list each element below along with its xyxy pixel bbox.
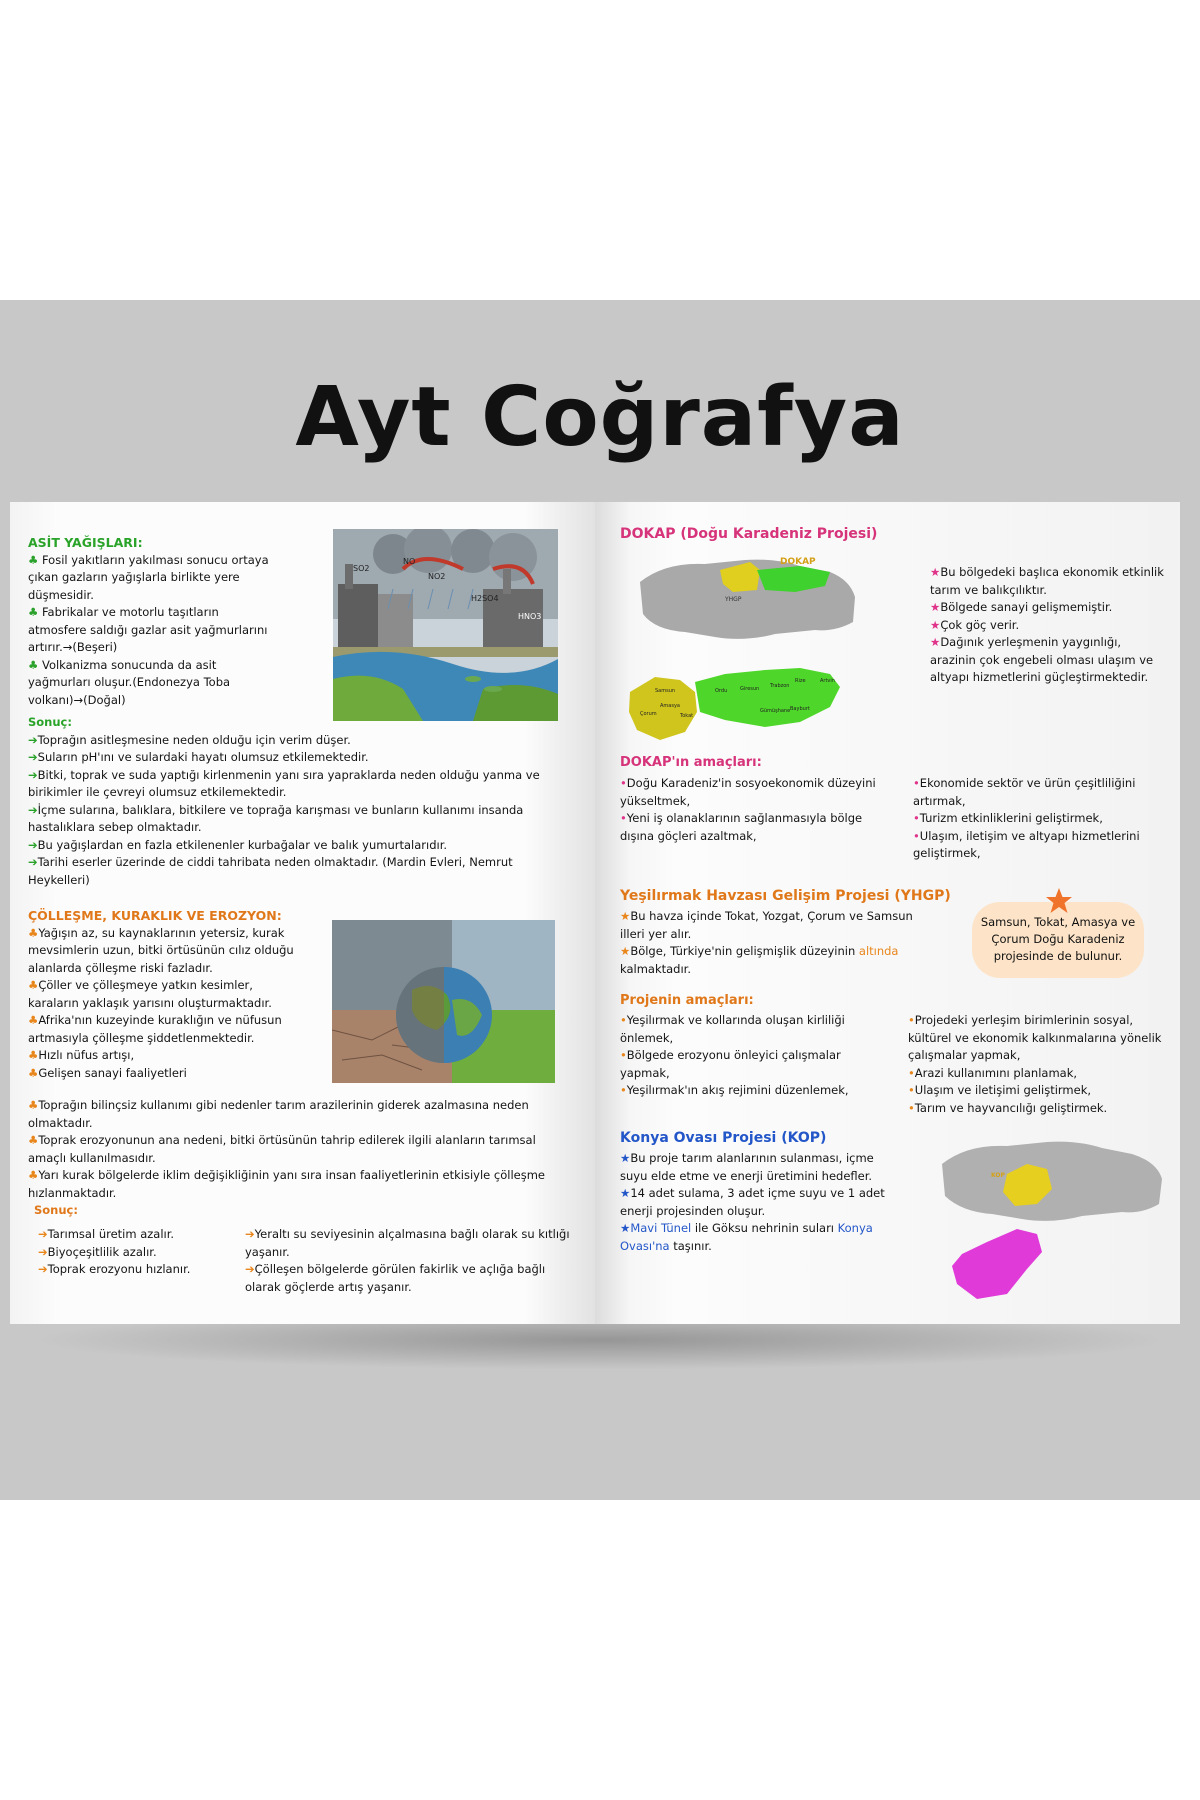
- col-section: [28, 907, 298, 1082]
- dokap-fact: ★Çok göç verir.: [930, 617, 1020, 632]
- dokap-heading: DOKAP (Doğu Karadeniz Projesi): [620, 526, 878, 542]
- asit-heading: ASİT YAĞIŞLARI:: [28, 535, 143, 550]
- region-label: Bayburt: [790, 706, 810, 712]
- kop-map: [937, 1134, 1167, 1324]
- col-sonuc-heading: Sonuç:: [34, 1203, 78, 1217]
- sonuc-item: ➔Bu yağışlardan en fazla etkilenenler kurbağalar ve balık yumurtalarıdır.: [28, 837, 448, 852]
- col-item: ♣Hızlı nüfus artışı,: [28, 1048, 135, 1062]
- yhgp-heading: Yeşilırmak Havzası Gelişim Projesi (YHGP): [620, 888, 951, 904]
- acid-rain-illustration: [333, 529, 558, 721]
- chem-label: SO2: [353, 564, 370, 573]
- goal-item: •Ekonomide sektör ve ürün çeşitliliğini artırmak,: [913, 776, 1136, 808]
- chem-label: HNO3: [518, 612, 542, 621]
- desert-earth-illustration: [332, 920, 555, 1083]
- kop-item: ★Bu proje tarım alanlarının sulanması, içme suyu elde etme ve enerji üretimini hedefler.: [620, 1151, 874, 1183]
- col-item: ♣Yağışın az, su kaynaklarının yetersiz, kurak mevsimlerin uzun, bitki örtüsünün cılız olduğu alanlarda çölleşme riski fazladır.: [28, 925, 294, 975]
- col-sonuc-right: [245, 1226, 575, 1296]
- sonuc-item: ➔Toprak erozyonu hızlanır.: [38, 1262, 191, 1276]
- dokap-map: [625, 552, 865, 752]
- region-label: Artvin: [820, 678, 835, 684]
- region-label: Gümüşhane: [760, 708, 791, 714]
- chem-label: NO2: [428, 572, 446, 581]
- kop-items: [620, 1150, 895, 1255]
- yhgp-goals-right: [908, 1012, 1174, 1117]
- sonuc-heading: Sonuç:: [28, 715, 72, 729]
- col-section-wide: [28, 1097, 573, 1220]
- sonuc-item: ➔Bitki, toprak ve suda yaptığı kirlenmenin yanı sıra yapraklarda neden olduğu yanma ve birikimler ile çevreyi olumsuz etkilemektedir.: [28, 767, 540, 799]
- yhgp-callout: [972, 902, 1144, 978]
- left-page: [10, 502, 595, 1324]
- goal-item: •Projedeki yerleşim birimlerinin sosyal, kültürel ve ekonomik kalkınmalarına yönelik çalışmalar yapmak,: [908, 1013, 1162, 1062]
- sonuc-item: ➔Suların pH'ını ve sulardaki hayatı olumsuz etkilemektedir.: [28, 750, 369, 764]
- kop-map-label: KOP: [991, 1172, 1005, 1179]
- right-page: [595, 502, 1180, 1324]
- col-item: ♣Toprak erozyonunun ana nedeni, bitki örtüsünün tahrip edilerek ilgili alanların tarımsal amaçlı kullanılmasıdır.: [28, 1133, 536, 1165]
- dokap-goals-heading: DOKAP'ın amaçları:: [620, 755, 762, 770]
- sonuc-item: ➔İçme sularına, balıklara, bitkilere ve toprağa karışması ve bunların kullanımı insanda hastalıklara sebep olmaktadır.: [28, 802, 524, 834]
- goal-item: •Yeşilırmak ve kollarında oluşan kirliliği önlemek,: [620, 1013, 845, 1045]
- goal-item: •Ulaşım ve iletişimi geliştirmek,: [908, 1083, 1092, 1097]
- kop-heading: Konya Ovası Projesi (KOP): [620, 1130, 827, 1146]
- yhgp-goals-heading: Projenin amaçları:: [620, 993, 754, 1008]
- kop-item: ★14 adet sulama, 3 adet içme suyu ve 1 adet enerji projesinden oluşur.: [620, 1186, 885, 1218]
- page-title: Ayt Coğrafya: [295, 370, 905, 465]
- region-label: Amasya: [660, 703, 680, 709]
- region-label: Ordu: [715, 688, 728, 694]
- chem-label: NO: [403, 557, 416, 566]
- col-item: ♣Afrika'nın kuzeyinde kuraklığın ve nüfusun artmasıyla çölleşme şiddetlenmektedir.: [28, 1013, 282, 1045]
- goal-item: •Yeni iş olanaklarının sağlanmasıyla bölge dışına göçleri azaltmak,: [620, 811, 863, 843]
- sonuc-item: ➔Biyoçeşitlilik azalır.: [38, 1244, 157, 1259]
- yhgp-map-label: YHGP: [725, 596, 742, 603]
- dokap-goals-left: [620, 775, 890, 845]
- region-label: Çorum: [640, 711, 657, 717]
- goal-item: •Arazi kullanımını planlamak,: [908, 1065, 1078, 1080]
- region-label: Rize: [795, 678, 806, 684]
- chem-label: H2SO4: [471, 594, 499, 603]
- col-item: ♣Gelişen sanayi faaliyetleri: [28, 1065, 187, 1080]
- goal-item: •Turizm etkinliklerini geliştirmek,: [913, 811, 1103, 825]
- dokap-fact: ★Bölgede sanayi gelişmemiştir.: [930, 600, 1113, 614]
- region-label: Tokat: [680, 713, 694, 719]
- goal-item: •Tarım ve hayvancılığı geliştirmek.: [908, 1100, 1108, 1115]
- col-item: ♣Çöller ve çölleşmeye yatkın kesimler, karaların yaklaşık yarısını oluşturmaktadır.: [28, 978, 272, 1010]
- dokap-facts: [930, 564, 1170, 687]
- kop-item: ★Mavi Tünel ile Göksu nehrinin suları Konya Ovası'na taşınır.: [620, 1221, 873, 1253]
- sonuc-item: ➔Tarihi eserler üzerinde de ciddi tahribata neden olmaktadır. (Mardin Evleri, Nemrut Heykelleri): [28, 855, 513, 887]
- asit-item: ♣ Fosil yakıtların yakılması sonucu ortaya çıkan gazların yağışlarla birlikte yere düşmesidir.: [28, 552, 269, 602]
- col-item: ♣Toprağın bilinçsiz kullanımı gibi nedenler tarım arazilerinin giderek azalmasına neden olmaktadır.: [28, 1098, 529, 1130]
- sonuc-item: ➔Yeraltı su seviyesinin alçalmasına bağlı olarak su kıtlığı yaşanır.: [245, 1227, 570, 1259]
- goal-item: •Doğu Karadeniz'in sosyoekonomik düzeyini yükseltmek,: [620, 776, 876, 808]
- asit-section: [28, 534, 278, 709]
- goal-item: •Yeşilırmak'ın akış rejimini düzenlemek,: [620, 1083, 849, 1097]
- yhgp-item: ★Bu havza içinde Tokat, Yozgat, Çorum ve Samsun illeri yer alır.: [620, 909, 913, 941]
- region-label: Giresun: [740, 686, 760, 692]
- dokap-goals-right: [913, 775, 1175, 863]
- sonuc-item: ➔Tarımsal üretim azalır.: [38, 1227, 175, 1241]
- goal-item: •Ulaşım, iletişim ve altyapı hizmetlerini geliştirmek,: [913, 828, 1140, 860]
- dokap-fact: ★Bu bölgedeki başlıca ekonomik etkinlik tarım ve balıkçılıktır.: [930, 565, 1164, 597]
- star-icon: [1044, 886, 1074, 916]
- goal-item: •Bölgede erozyonu önleyici çalışmalar yapmak,: [620, 1048, 841, 1080]
- col-item: ♣Yarı kurak bölgelerde iklim değişikliğinin yanı sıra insan faaliyetlerinin etkisiyle çölleşme hızlanmaktadır.: [28, 1168, 545, 1200]
- sonuc-item: ➔Toprağın asitleşmesine neden olduğu için verim düşer.: [28, 732, 351, 747]
- callout-text: Samsun, Tokat, Amasya ve Çorum Doğu Karadeniz projesinde de bulunur.: [980, 915, 1136, 963]
- asit-item: ♣ Volkanizma sonucunda da asit yağmurları oluşur.(Endonezya Toba volkanı)→(Doğal): [28, 657, 231, 707]
- asit-sonuc: [28, 714, 573, 889]
- yhgp-goals-left: [620, 1012, 875, 1100]
- region-label: Samsun: [655, 688, 676, 694]
- region-label: Trabzon: [770, 683, 790, 689]
- dokap-map-label: DOKAP: [780, 557, 816, 567]
- dokap-fact: ★Dağınık yerleşmenin yaygınlığı, arazinin çok engebeli olması ulaşım ve altyapı hizmetlerini güçleştirmektedir.: [930, 635, 1154, 684]
- yhgp-item: ★Bölge, Türkiye'nin gelişmişlik düzeyinin altında kalmaktadır.: [620, 944, 899, 976]
- sonuc-item: ➔Çölleşen bölgelerde görülen fakirlik ve açlığa bağlı olarak göçlerde artış yaşanır.: [245, 1262, 546, 1294]
- asit-item: ♣ Fabrikalar ve motorlu taşıtların atmosfere saldığı gazlar asit yağmurlarını artırır.→(Beşeri): [28, 605, 268, 654]
- col-sonuc-left: [38, 1226, 253, 1279]
- yhgp-items: [620, 908, 920, 978]
- col-heading: ÇÖLLEŞME, KURAKLIK VE EROZYON:: [28, 908, 282, 923]
